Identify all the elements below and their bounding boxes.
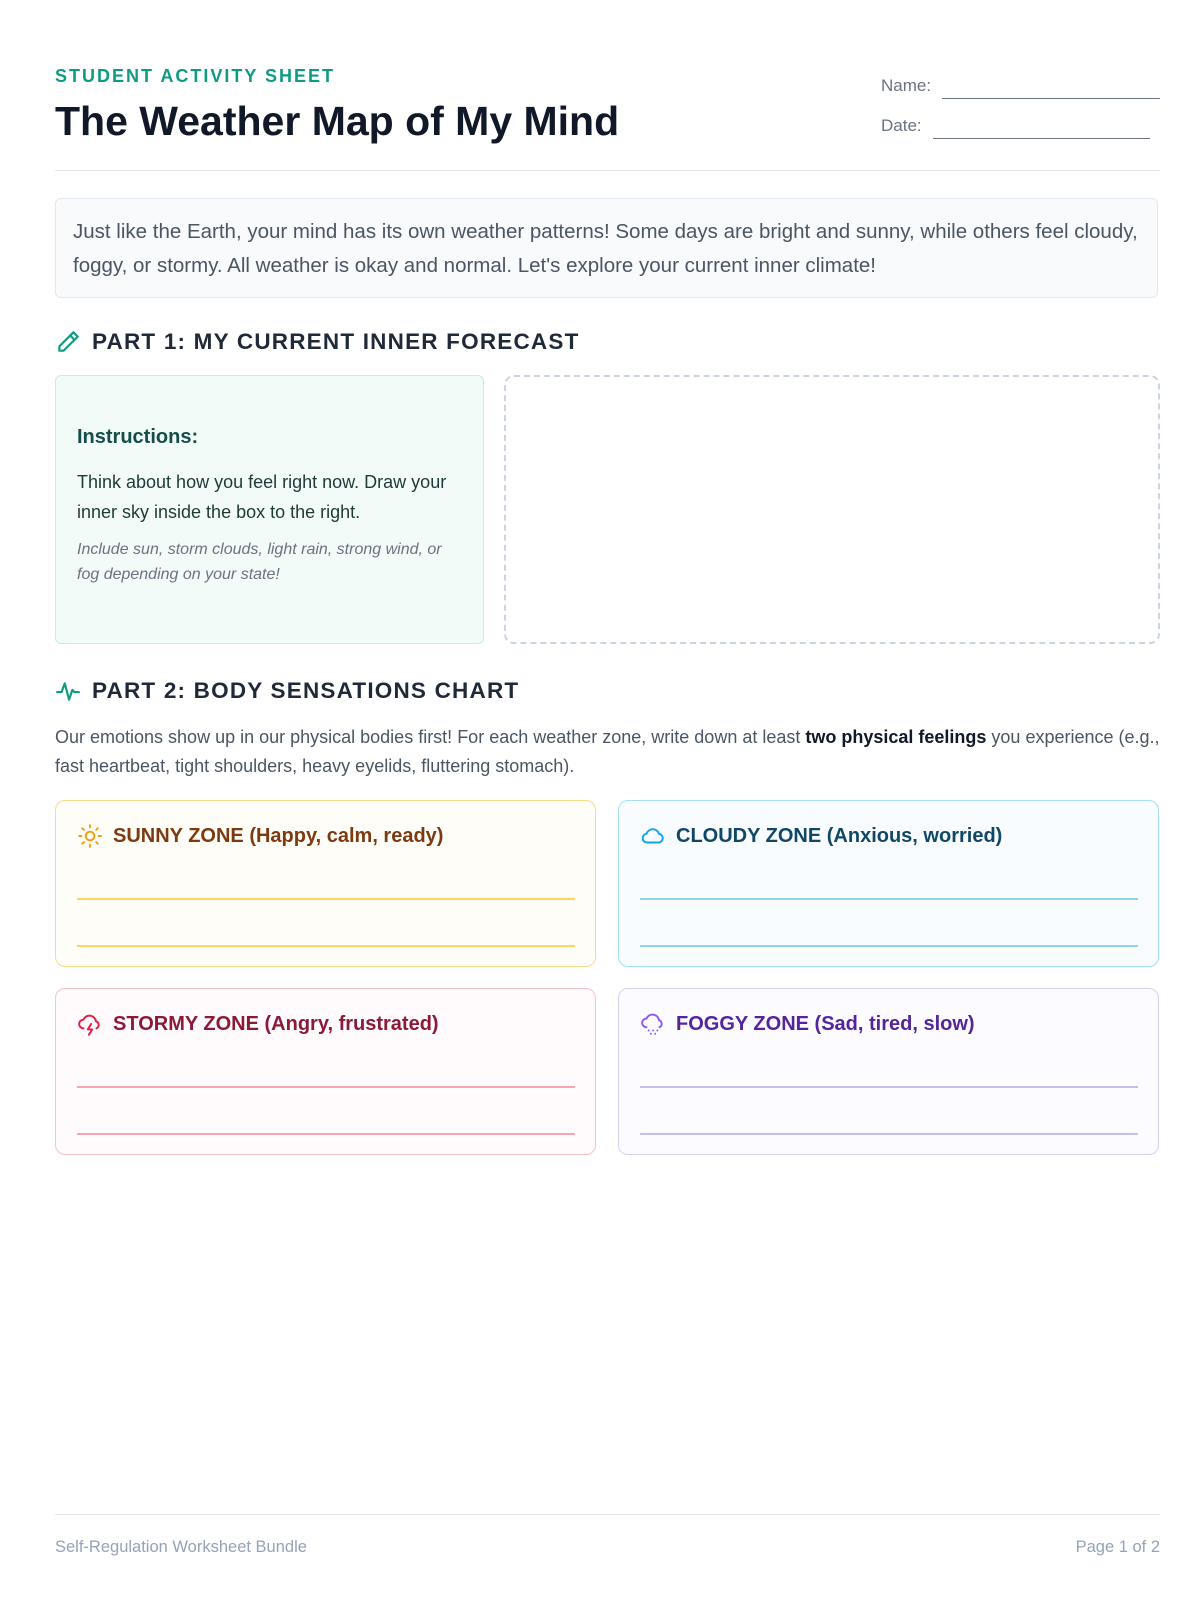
fog-cloud-icon	[640, 1011, 666, 1037]
write-line[interactable]	[77, 898, 575, 900]
pencil-icon	[55, 329, 81, 355]
sun-icon	[77, 823, 103, 849]
desc-text-end: you experience (e.g., fast heartbeat, tight shoulders, heavy eyelids, fluttering stomach).	[55, 727, 1160, 776]
write-line[interactable]	[640, 898, 1138, 900]
write-line[interactable]	[77, 945, 575, 947]
student-info	[881, 72, 1160, 152]
part2-title: PART 2: BODY SENSATIONS CHART	[92, 678, 520, 703]
zone-header	[77, 1011, 439, 1037]
date-field[interactable]	[881, 112, 1160, 152]
write-line[interactable]	[77, 1086, 575, 1088]
intro-text: Just like the Earth, your mind has its own weather patterns! Some days are bright and sunny, while others feel cloudy, foggy, or stormy. All weather is okay and normal. Let's explore your current inner climate!	[55, 198, 1158, 298]
header	[55, 62, 1160, 171]
sunny-zone-card	[55, 800, 596, 967]
name-label: Name:	[881, 76, 932, 95]
foggy-zone-card	[618, 988, 1159, 1155]
write-line[interactable]	[640, 945, 1138, 947]
write-line[interactable]	[640, 1133, 1138, 1135]
drawing-area[interactable]	[504, 375, 1160, 644]
write-line[interactable]	[640, 1086, 1138, 1088]
activity-pulse-icon	[55, 678, 81, 704]
storm-cloud-icon	[77, 1011, 103, 1037]
part1-heading	[55, 326, 580, 358]
instructions-hint: Include sun, storm clouds, light rain, strong wind, or fog depending on your state!	[77, 541, 442, 583]
zone-header	[77, 823, 443, 849]
zone-title: SUNNY ZONE (Happy, calm, ready)	[113, 824, 444, 847]
date-label: Date:	[881, 116, 922, 135]
stormy-zone-card	[55, 988, 596, 1155]
desc-text: Our emotions show up in our physical bodies first! For each weather zone, write down at least	[55, 727, 806, 747]
desc-emphasis: two physical feelings	[805, 727, 987, 747]
cloudy-zone-card	[618, 800, 1159, 967]
part2-description	[55, 723, 1160, 781]
instructions-body: Think about how you feel right now. Draw your inner sky inside the box to the right.	[77, 472, 447, 522]
worksheet-page	[55, 0, 1160, 1600]
part2-heading	[55, 675, 519, 707]
name-write-line[interactable]	[942, 98, 1160, 99]
zone-title: STORMY ZONE (Angry, frustrated)	[113, 1012, 439, 1035]
instructions-box	[55, 375, 484, 644]
instructions-title: Instructions:	[77, 426, 199, 448]
zone-header	[640, 1011, 975, 1037]
write-line[interactable]	[77, 1133, 575, 1135]
part1-title: PART 1: MY CURRENT INNER FORECAST	[92, 329, 580, 354]
zone-header	[640, 823, 1002, 849]
page-title: The Weather Map of My Mind	[55, 98, 620, 144]
footer	[55, 1514, 1160, 1555]
page-number: Page 1 of 2	[1075, 1538, 1160, 1556]
date-write-line[interactable]	[933, 138, 1150, 139]
footer-bundle-name: Self-Regulation Worksheet Bundle	[55, 1538, 307, 1556]
cloud-icon	[640, 823, 666, 849]
name-field[interactable]	[881, 72, 1160, 112]
sheet-type-label: STUDENT ACTIVITY SHEET	[55, 66, 336, 86]
zone-title: FOGGY ZONE (Sad, tired, slow)	[676, 1012, 975, 1035]
zone-title: CLOUDY ZONE (Anxious, worried)	[676, 824, 1003, 847]
